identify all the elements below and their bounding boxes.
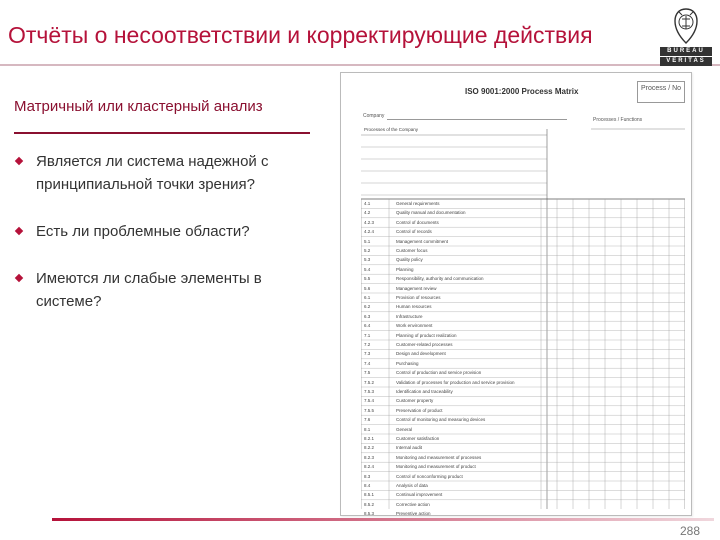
matrix-row-number: 7.5.2: [364, 379, 375, 385]
matrix-row-label: Human resources: [396, 304, 432, 310]
matrix-row: [364, 436, 439, 441]
matrix-row-label: Management commitment: [396, 238, 449, 244]
bullet-list: [16, 150, 316, 337]
bullet-item: [16, 220, 316, 243]
matrix-row-number: 4.2: [364, 210, 371, 216]
matrix-row-label: Work environment: [396, 323, 433, 329]
matrix-row-number: 6.2: [364, 304, 371, 310]
matrix-row-label: Management review: [396, 285, 437, 291]
matrix-row-number: 8.2.4: [364, 464, 375, 470]
bullet-item: [16, 150, 316, 196]
matrix-row-label: Provision of resources: [396, 295, 441, 300]
diamond-bullet-icon: [15, 227, 23, 235]
section-underline: [14, 132, 310, 134]
matrix-row-label: Quality policy: [396, 257, 423, 263]
diamond-bullet-icon: [15, 157, 23, 165]
matrix-row-number: 5.3: [364, 257, 371, 263]
matrix-row-number: 5.2: [364, 248, 371, 253]
matrix-row-number: 7.4: [364, 360, 371, 366]
matrix-row-number: 5.4: [364, 266, 371, 272]
matrix-row-label: Control of production and service provision: [396, 370, 482, 376]
matrix-row: [364, 492, 442, 497]
matrix-row-label: Corrective action: [396, 501, 430, 507]
matrix-row: [364, 304, 432, 309]
title-divider: [0, 64, 720, 66]
matrix-row-label: Internal audit: [396, 445, 423, 451]
matrix-row: [364, 398, 433, 403]
matrix-row: [364, 220, 439, 225]
matrix-row-number: 5.6: [364, 285, 371, 291]
matrix-row: [364, 455, 481, 460]
matrix-row-label: Identification and traceability: [396, 389, 453, 394]
matrix-row-label: Monitoring and measurement of processes: [396, 454, 482, 460]
matrix-row-label: Customer-related processes: [396, 342, 453, 347]
matrix-row: [364, 201, 440, 206]
matrix-row: [364, 342, 453, 347]
matrix-row: [364, 248, 428, 253]
matrix-row-label: General requirements: [396, 201, 440, 206]
matrix-row: [364, 239, 448, 244]
matrix-row: [364, 333, 457, 338]
matrix-row-number: 7.6: [364, 417, 371, 423]
matrix-row-label: Analysis of data: [396, 483, 428, 488]
matrix-row-number: 7.3: [364, 351, 371, 357]
matrix-row-number: 8.5.1: [364, 492, 375, 498]
matrix-row-label: Planning of product realization: [396, 332, 457, 338]
matrix-row: [364, 389, 453, 394]
matrix-row: [364, 276, 483, 281]
diamond-bullet-icon: [15, 274, 23, 282]
matrix-row-label: Preservation of product: [396, 407, 443, 413]
matrix-row: [364, 267, 414, 272]
section-heading: Матричный или кластерный анализ: [14, 98, 263, 115]
slide-title: Отчёты о несоответствии и корректирующие действия: [8, 22, 593, 48]
matrix-row-label: Customer focus: [396, 248, 428, 253]
matrix-row-number: 8.5.3: [364, 511, 375, 517]
bureau-veritas-logo: [660, 8, 712, 64]
matrix-row-label: Responsibility, authority and communication: [396, 276, 484, 282]
matrix-row: [364, 323, 432, 328]
matrix-row-label: Continual improvement: [396, 492, 443, 498]
matrix-row: [364, 229, 432, 234]
bullet-item: [16, 267, 316, 313]
matrix-row: [364, 427, 412, 432]
matrix-row: [364, 445, 422, 450]
matrix-row: [364, 511, 431, 516]
matrix-row-number: 8.2.3: [364, 454, 375, 460]
matrix-row: [364, 286, 437, 291]
matrix-row-number: 5.5: [364, 276, 371, 282]
matrix-row: [364, 464, 476, 469]
matrix-row-number: 7.1: [364, 332, 371, 338]
matrix-row-label: Planning: [396, 266, 414, 272]
matrix-row-label: Customer satisfaction: [396, 436, 440, 441]
logo-word-veritas: VERITAS: [660, 57, 712, 66]
document-company-line: [387, 119, 567, 120]
matrix-row-label: Control of monitoring and measuring devices: [396, 417, 486, 423]
matrix-row-label: Control of documents: [396, 219, 439, 225]
page-number: 288: [680, 524, 701, 538]
matrix-row-label: Monitoring and measurement of product: [396, 464, 476, 470]
matrix-row-number: 8.3: [364, 473, 371, 479]
matrix-row: [364, 370, 481, 375]
matrix-row-number: 8.5.2: [364, 501, 375, 507]
matrix-row-number: 4.2.3: [364, 219, 375, 225]
logo-word-bureau: BUREAU: [660, 47, 712, 56]
matrix-row-label: Control of nonconforming product: [396, 473, 463, 479]
matrix-row: [364, 361, 419, 366]
matrix-row-number: 8.2.2: [364, 445, 375, 451]
matrix-row-label: Infrastructure: [396, 313, 423, 319]
matrix-row: [364, 295, 441, 300]
matrix-row-number: 7.5: [364, 370, 371, 376]
matrix-row: [364, 380, 514, 385]
matrix-row-label: Preventive action: [396, 511, 431, 517]
matrix-row-label: General: [396, 426, 413, 432]
document-title: ISO 9001:2000 Process Matrix: [465, 87, 579, 96]
process-matrix-document: [340, 72, 692, 516]
matrix-row-number: 7.5.5: [364, 407, 375, 413]
matrix-row-number: 8.1: [364, 426, 371, 432]
matrix-row-number: 8.2.1: [364, 436, 375, 441]
matrix-row-label: Validation of processes for production and service provision: [396, 379, 515, 385]
matrix-row-number: 5.1: [364, 238, 371, 244]
footer-divider: [52, 518, 714, 521]
matrix-row: [364, 314, 423, 319]
matrix-row-label: Quality manual and documentation: [396, 210, 466, 216]
matrix-row-number: 4.2.4: [364, 229, 375, 235]
bullet-text: Есть ли проблемные области?: [36, 223, 250, 240]
matrix-row: [364, 257, 423, 262]
matrix-row-number: 6.4: [364, 323, 371, 329]
matrix-row-number: 7.2: [364, 342, 371, 347]
matrix-row-label: Customer property: [396, 398, 434, 404]
matrix-row: [364, 408, 443, 413]
matrix-row-number: 6.1: [364, 295, 371, 300]
document-company-label: Company: [363, 113, 385, 119]
bullet-text: Является ли система надежной с принципиальной точки зрения?: [36, 153, 269, 193]
matrix-row-label: Purchasing: [396, 360, 419, 366]
bullet-text: Имеются ли слабые элементы в системе?: [36, 270, 262, 310]
main-processes-label: Processes of the Company: [364, 127, 419, 132]
matrix-row: [364, 474, 463, 479]
matrix-row: [364, 483, 428, 488]
document-processes-label: Processes / Functions: [593, 117, 643, 123]
matrix-row-number: 7.5.4: [364, 398, 375, 404]
matrix-row-label: Design and development: [396, 351, 446, 357]
matrix-row: [364, 351, 446, 356]
document-ref-label: Process / No: [641, 85, 682, 92]
matrix-row: [364, 502, 430, 507]
bureau-veritas-emblem-icon: [673, 8, 699, 44]
matrix-row-label: Control of records: [396, 229, 432, 235]
matrix-row-number: 6.3: [364, 313, 371, 319]
matrix-row: [364, 210, 466, 215]
matrix-row-number: 7.5.3: [364, 389, 375, 394]
matrix-row-number: 4.1: [364, 201, 371, 206]
matrix-row: [364, 417, 485, 422]
matrix-row-number: 8.4: [364, 483, 371, 488]
